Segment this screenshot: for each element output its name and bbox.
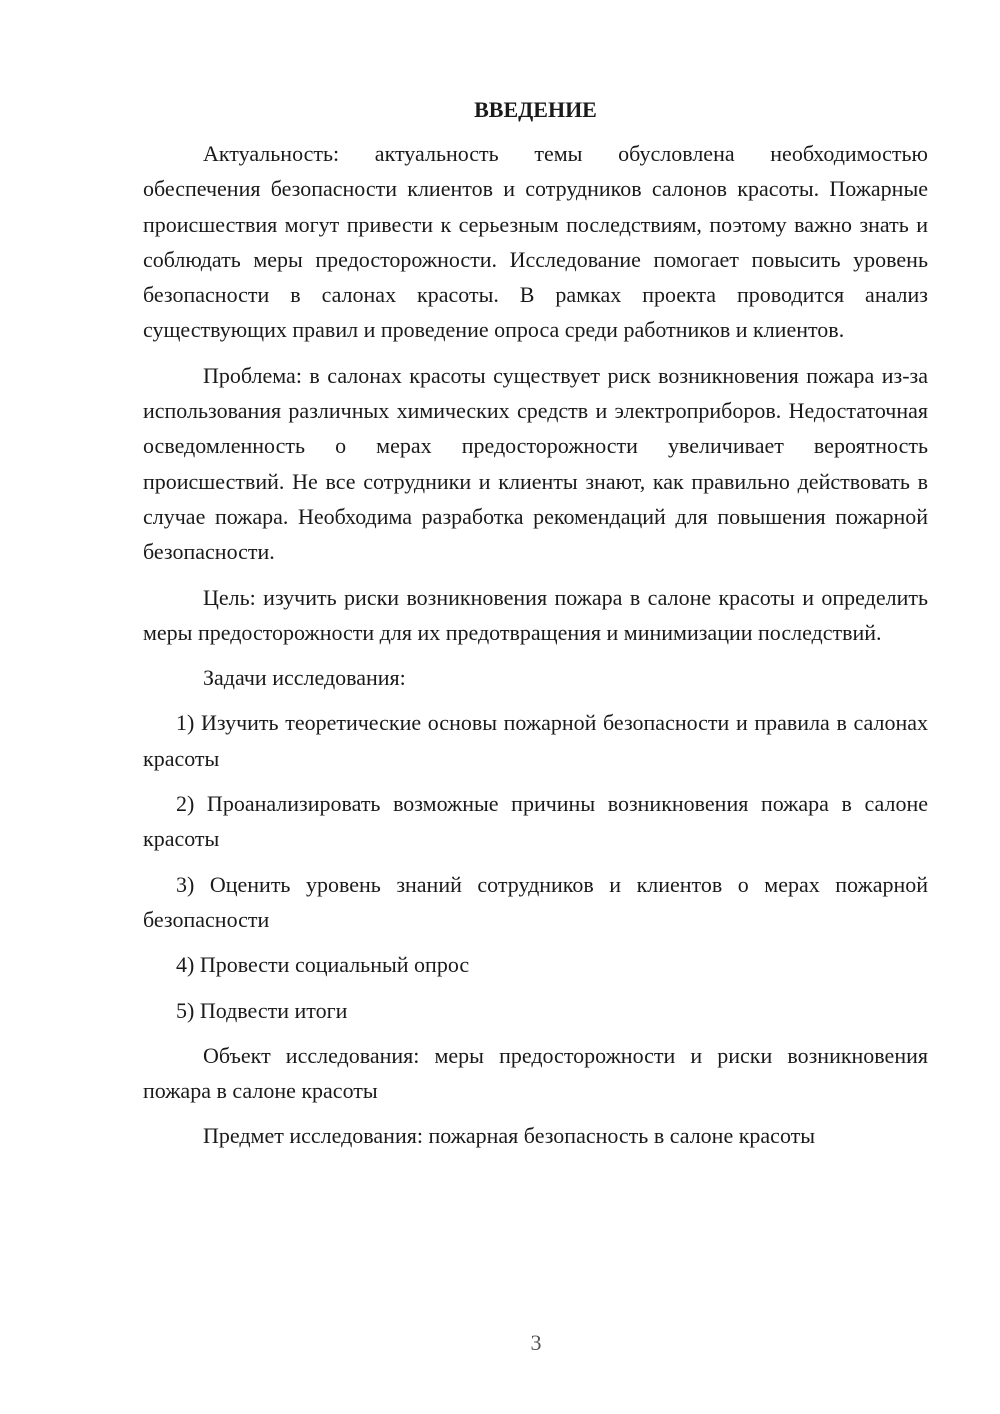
page-title: ВВЕДЕНИЕ [474, 97, 597, 122]
relevance-paragraph: Актуальность: актуальность темы обусловлена необходимостью обеспечения безопасности клиентов и сотрудников салонов красоты. Пожарные происшествия могут привести к серьезным последствиям, поэтому важно знать и соблюдать меры предосторожности. Исследование помогает повысить уровень безопасности в салонах красоты. В рамках проекта проводится анализ существующих правил и проведение опроса среди работников и клиентов. [143, 141, 928, 343]
task-item-1: 1) Изучить теоретические основы пожарной безопасности и правила в салонах красоты [143, 710, 928, 771]
subject-paragraph: Предмет исследования: пожарная безопасность в салоне красоты [203, 1123, 816, 1149]
task-item-2: 2) Проанализировать возможные причины возникновения пожара в салоне красоты [143, 791, 928, 852]
task-item-4: 4) Провести социальный опрос [176, 952, 470, 978]
goal-paragraph: Цель: изучить риски возникновения пожара в салоне красоты и определить меры предосторожности для их предотвращения и минимизации последствий. [143, 584, 928, 645]
object-paragraph: Объект исследования: меры предосторожности и риски возникновения пожара в салоне красоты [143, 1042, 928, 1104]
tasks-heading: Задачи исследования: [203, 665, 406, 691]
task-item-5: 5) Подвести итоги [176, 997, 348, 1023]
page-number: 3 [530, 1330, 542, 1355]
task-item-3: 3) Оценить уровень знаний сотрудников и клиентов о мерах пожарной безопасности [143, 871, 928, 932]
problem-paragraph: Проблема: в салонах красоты существует риск возникновения пожара из-за использования различных химических средств и электроприборов. Недостаточная осведомленность о мерах предосторожности увеличивает вероятность происшествий. Не все сотрудники и клиенты знают, как правильно действовать в случае пожара. Необходима разработка рекомендаций для повышения пожарной безопасности. [143, 362, 928, 565]
document-page [143, 92, 928, 1164]
